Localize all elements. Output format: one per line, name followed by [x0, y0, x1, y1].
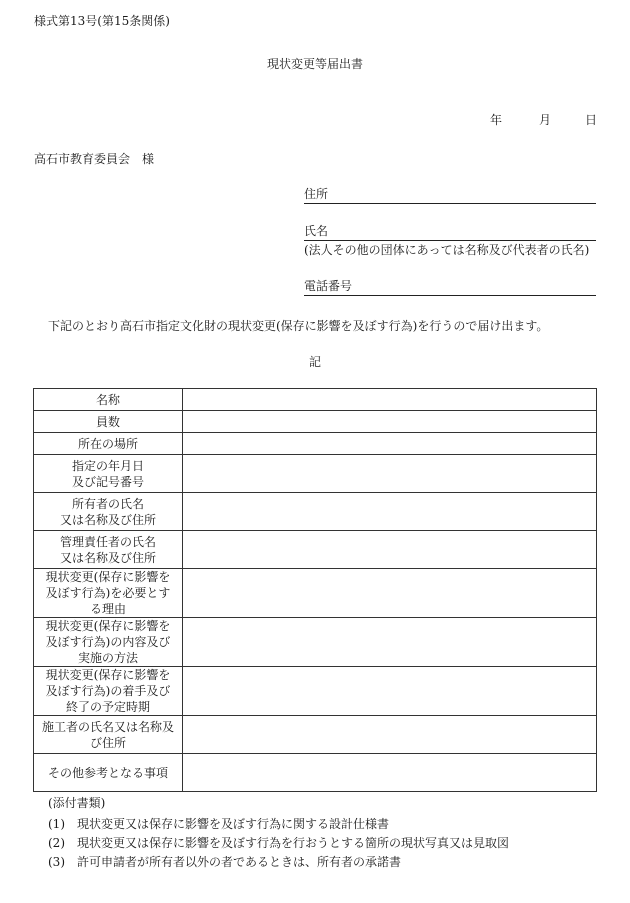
row-label-line: 実施の方法 [77, 651, 138, 665]
row-value-cell[interactable] [183, 389, 597, 411]
row-label-line: 指定の年月日 [71, 458, 144, 473]
table-row [34, 433, 597, 455]
table-row [34, 493, 597, 531]
date-year-label: 年 [490, 113, 503, 127]
row-value-cell[interactable] [183, 618, 597, 667]
attachment-item-3: (3) 許可申請者が所有者以外の者であるときは、所有者の承諾書 [48, 855, 402, 869]
date-day-label: 日 [585, 113, 598, 127]
row-label [34, 667, 183, 716]
attachments-heading: (添付書類) [48, 796, 106, 810]
table-row [34, 618, 597, 667]
row-label [34, 455, 183, 493]
row-label-line: 現状変更(保存に影響を [45, 619, 171, 633]
row-label [34, 493, 183, 531]
row-value-cell[interactable] [183, 569, 597, 618]
row-label-line: 施工者の氏名又は名称及 [41, 719, 174, 734]
attachment-item-2: (2) 現状変更又は保存に影響を及ぼす行為を行おうとする箇所の現状写真又は見取図 [48, 836, 510, 850]
row-label-line: 現状変更(保存に影響を [45, 668, 171, 682]
row-label-line: 又は名称及び住所 [59, 512, 156, 527]
row-value-cell[interactable] [183, 716, 597, 754]
row-value-cell[interactable] [183, 455, 597, 493]
row-label-line: 名称 [95, 392, 120, 407]
row-label-line: 員数 [95, 414, 120, 429]
row-label-line: 所在の場所 [77, 436, 138, 451]
date-month-label: 月 [539, 113, 552, 127]
row-label [34, 411, 183, 433]
row-label-line: その他参考となる事項 [47, 765, 168, 780]
table-row [34, 389, 597, 411]
table-row [34, 754, 597, 792]
row-value-cell[interactable] [183, 754, 597, 792]
row-label-line: 及ぼす行為)の着手及び [45, 684, 171, 698]
name-label: 氏名 [304, 224, 329, 238]
row-value-cell[interactable] [183, 433, 597, 455]
name-note: (法人その他の団体にあっては名称及び代表者の氏名) [304, 243, 590, 257]
table-row [34, 411, 597, 433]
row-label-line: 管理責任者の氏名 [59, 534, 156, 549]
row-label-line: 所有者の氏名 [71, 496, 144, 511]
row-label-line: る理由 [89, 602, 126, 616]
row-value-cell[interactable] [183, 667, 597, 716]
form-number: 様式第13号(第15条関係) [34, 14, 170, 28]
table-row [34, 667, 597, 716]
ki-heading: 記 [308, 355, 321, 369]
addressee: 高石市教育委員会 様 [34, 152, 155, 166]
row-label-line: 及ぼす行為)を必要とす [45, 586, 171, 600]
row-label [34, 569, 183, 618]
row-value-cell[interactable] [183, 411, 597, 433]
phone-label: 電話番号 [304, 279, 353, 293]
table-row [34, 455, 597, 493]
row-label [34, 531, 183, 569]
table-row [34, 569, 597, 618]
name-field[interactable] [304, 222, 596, 241]
page-title: 現状変更等届出書 [266, 57, 363, 71]
attachment-item-1: (1) 現状変更又は保存に影響を及ぼす行為に関する設計仕様書 [48, 817, 390, 831]
row-label [34, 618, 183, 667]
body-text: 下記のとおり高石市指定文化財の現状変更(保存に影響を及ぼす行為)を行うので届け出ます。 [48, 319, 549, 333]
row-value-cell[interactable] [183, 531, 597, 569]
row-label-line: 現状変更(保存に影響を [45, 570, 171, 584]
row-label [34, 716, 183, 754]
phone-field[interactable] [304, 277, 596, 296]
row-label-line: 及ぼす行為)の内容及び [45, 635, 171, 649]
row-label [34, 433, 183, 455]
address-label: 住所 [304, 187, 329, 201]
address-field[interactable] [304, 185, 596, 204]
row-label [34, 389, 183, 411]
row-label-line: 及び記号番号 [71, 474, 144, 489]
row-label-line: 終了の予定時期 [65, 700, 150, 714]
row-label-line: び住所 [89, 735, 126, 750]
details-table [33, 388, 597, 792]
row-value-cell[interactable] [183, 493, 597, 531]
table-row [34, 716, 597, 754]
row-label [34, 754, 183, 792]
row-label-line: 又は名称及び住所 [59, 550, 156, 565]
table-row [34, 531, 597, 569]
